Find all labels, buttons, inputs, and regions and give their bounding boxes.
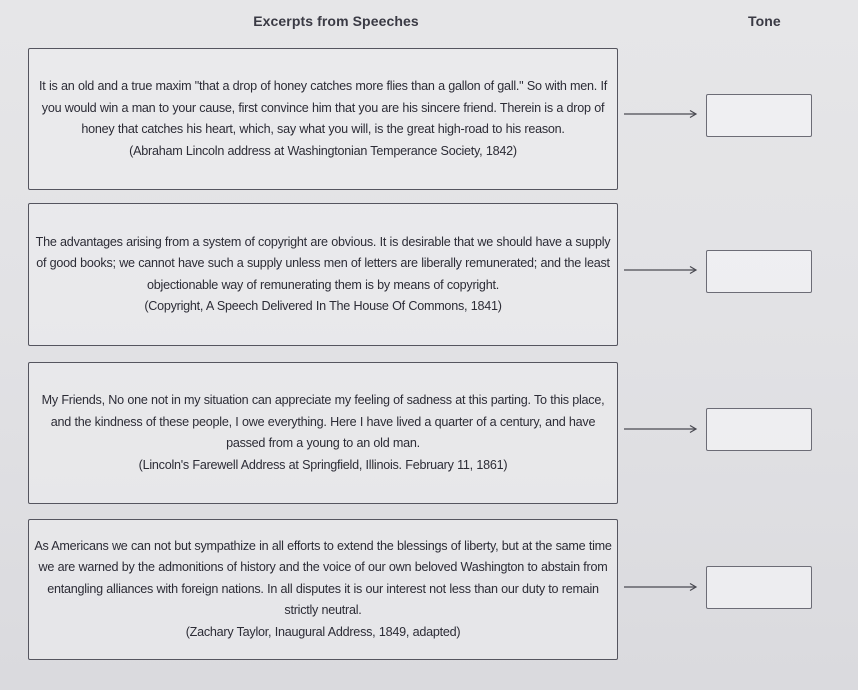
excerpt-1	[31, 76, 615, 162]
excerpt-box-4[interactable]	[28, 519, 618, 660]
excerpt-box-1[interactable]	[28, 48, 618, 190]
tone-column-header: Tone	[748, 13, 781, 29]
excerpt-3-text: My Friends, No one not in my situation can appreciate my feeling of sadness at this parting. To this place, and the kindness of these people, I owe everything. Here I have lived a quarter of a century, and have passed from a young to an old man.	[41, 393, 605, 450]
excerpt-2-source: (Copyright, A Speech Delivered In The House Of Commons, 1841)	[144, 299, 502, 313]
arrow-right-icon	[624, 582, 700, 592]
excerpt-2-text: The advantages arising from a system of copyright are obvious. It is desirable that we should have a supply of good books; we cannot have such a supply unless men of letters are liberally remunerated; and the least objectionable way of remunerating them is by means of copyright.	[35, 234, 611, 292]
excerpts-column-header: Excerpts from Speeches	[253, 13, 419, 29]
excerpt-1-text: It is an old and a true maxim "that a drop of honey catches more flies than a gallon of gall." So with men. If you would win a man to your cause, first convince him that you are his sincere friend. Therein is a drop of honey that catches his heart, which, say what you will, is the great high-road to his reason.	[39, 79, 607, 136]
arrow-right-icon	[624, 109, 700, 119]
excerpt-1-source: (Abraham Lincoln address at Washingtonian Temperance Society, 1842)	[129, 143, 517, 158]
arrow-1	[624, 109, 700, 119]
tone-drop-target-2[interactable]	[706, 250, 812, 293]
tone-drop-target-1[interactable]	[706, 94, 812, 137]
tone-drop-target-4[interactable]	[706, 566, 812, 609]
arrow-2	[624, 265, 700, 275]
excerpt-4-text: As Americans we can not but sympathize in all efforts to extend the blessings of liberty, but at the same time we are warned by the admonitions of history and the voice of our own beloved Washington to abstain from entangling alliances with foreign nations. In all disputes it is our interest not less than our duty to remain strictly neutral.	[34, 538, 612, 618]
excerpt-2	[31, 232, 615, 318]
tone-drop-target-3[interactable]	[706, 408, 812, 451]
excerpt-box-3[interactable]	[28, 362, 618, 504]
arrow-3	[624, 424, 700, 434]
arrow-4	[624, 582, 700, 592]
arrow-right-icon	[624, 265, 700, 275]
excerpt-3	[31, 390, 615, 476]
excerpt-4-source: (Zachary Taylor, Inaugural Address, 1849, adapted)	[185, 624, 461, 639]
excerpt-4	[31, 536, 615, 644]
arrow-right-icon	[624, 424, 700, 434]
excerpt-3-source: (Lincoln's Farewell Address at Springfield, Illinois. February 11, 1861)	[138, 457, 508, 472]
excerpt-box-2[interactable]	[28, 203, 618, 346]
